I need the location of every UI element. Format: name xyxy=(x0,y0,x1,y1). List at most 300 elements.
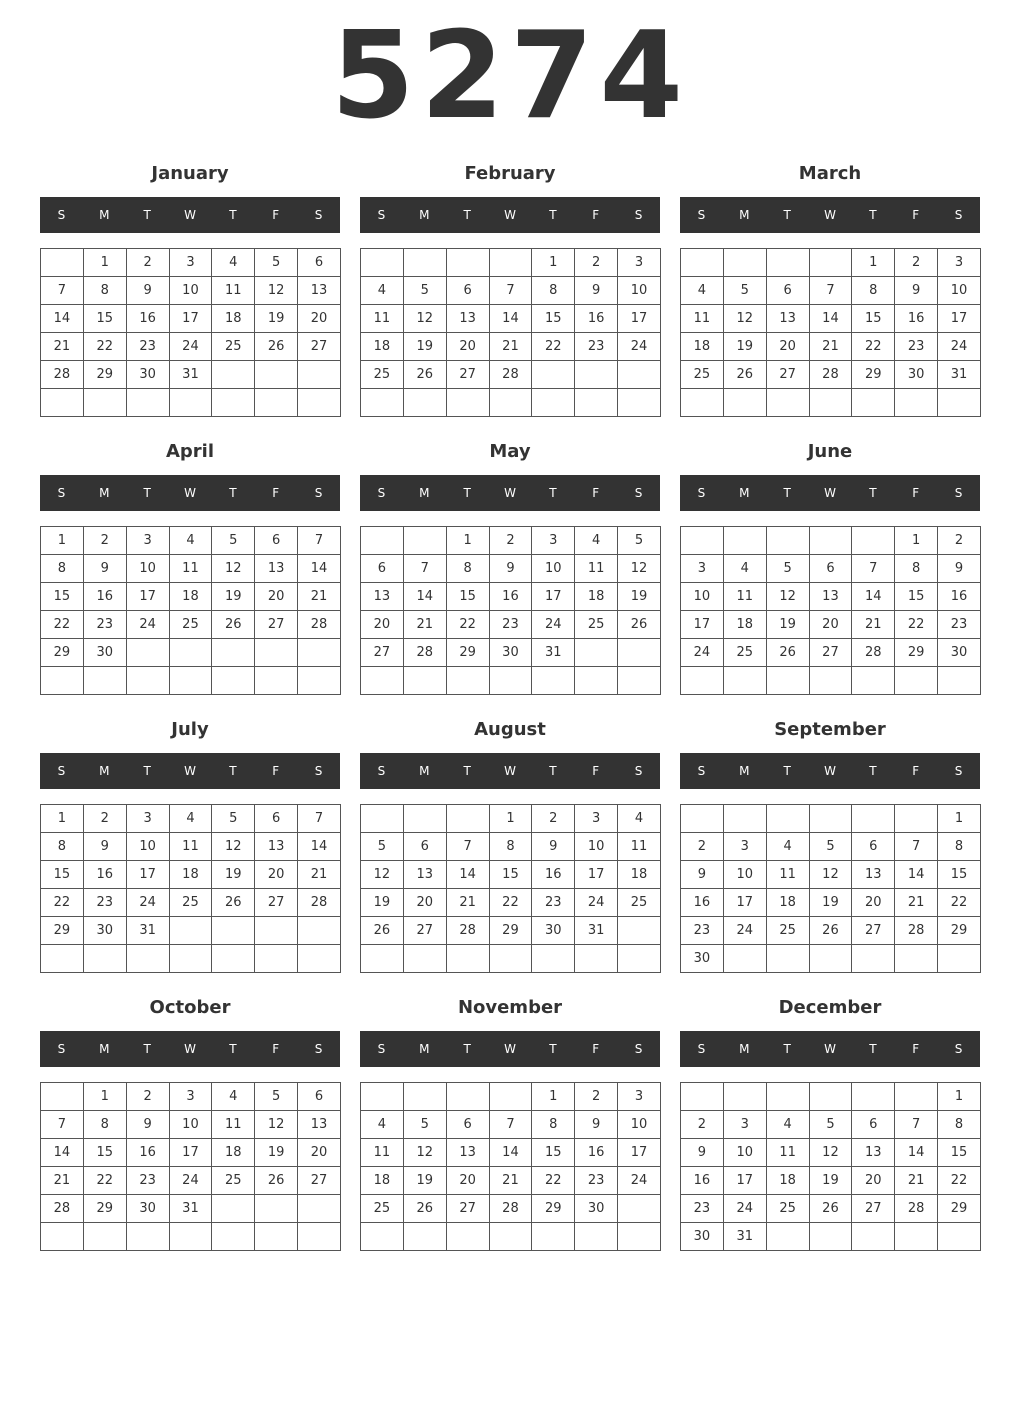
day-cell: 14 xyxy=(298,555,341,583)
day-cell: 11 xyxy=(766,861,809,889)
week-row xyxy=(681,805,981,833)
day-cell: 28 xyxy=(298,611,341,639)
weekday-label: T xyxy=(869,486,877,500)
day-cell: 12 xyxy=(403,1139,446,1167)
day-cell: 24 xyxy=(938,333,981,361)
day-cell: 21 xyxy=(489,1167,532,1195)
day-cell: 26 xyxy=(403,361,446,389)
day-cell: 2 xyxy=(532,805,575,833)
day-cell: 18 xyxy=(766,889,809,917)
day-cell: 12 xyxy=(255,277,298,305)
weekday-label: W xyxy=(184,1042,196,1056)
empty-cell xyxy=(618,1195,661,1223)
day-cell: 28 xyxy=(41,1195,84,1223)
week-row xyxy=(681,917,981,945)
weekday-label: T xyxy=(869,208,877,222)
day-cell: 14 xyxy=(489,305,532,333)
day-cell: 14 xyxy=(809,305,852,333)
day-cell: 17 xyxy=(681,611,724,639)
day-cell: 15 xyxy=(852,305,895,333)
day-cell: 19 xyxy=(255,305,298,333)
day-cell: 21 xyxy=(852,611,895,639)
day-cell: 25 xyxy=(361,361,404,389)
week-row xyxy=(41,945,341,973)
empty-cell xyxy=(723,389,766,417)
day-cell: 6 xyxy=(255,805,298,833)
empty-cell xyxy=(298,667,341,695)
day-cell: 14 xyxy=(895,861,938,889)
weekday-label: T xyxy=(783,486,791,500)
day-cell: 30 xyxy=(895,361,938,389)
empty-cell xyxy=(41,1083,84,1111)
day-cell: 18 xyxy=(361,333,404,361)
day-cell: 8 xyxy=(532,277,575,305)
weekday-label: T xyxy=(549,486,557,500)
day-cell: 7 xyxy=(895,833,938,861)
weekday-label: S xyxy=(57,208,66,222)
empty-cell xyxy=(575,945,618,973)
day-cell: 19 xyxy=(255,1139,298,1167)
day-cell: 10 xyxy=(938,277,981,305)
day-cell: 3 xyxy=(169,1083,212,1111)
day-cell: 22 xyxy=(532,1167,575,1195)
day-cell: 6 xyxy=(298,249,341,277)
day-cell: 24 xyxy=(723,917,766,945)
day-cell: 24 xyxy=(126,611,169,639)
day-cell: 25 xyxy=(361,1195,404,1223)
week-row xyxy=(41,1111,341,1139)
weekday-label: T xyxy=(143,486,151,500)
day-cell: 30 xyxy=(575,1195,618,1223)
weekday-label: W xyxy=(504,208,516,222)
day-cell: 14 xyxy=(403,583,446,611)
empty-cell xyxy=(298,389,341,417)
week-row xyxy=(681,527,981,555)
day-cell: 23 xyxy=(575,333,618,361)
day-cell: 20 xyxy=(361,611,404,639)
weekday-header xyxy=(40,1031,340,1067)
day-cell: 13 xyxy=(255,555,298,583)
weekday-label: S xyxy=(634,208,643,222)
weekday-label: T xyxy=(783,1042,791,1056)
weekday-label: M xyxy=(739,764,750,778)
week-row xyxy=(361,667,661,695)
day-cell: 13 xyxy=(852,1139,895,1167)
empty-cell xyxy=(83,1223,126,1251)
day-cell: 26 xyxy=(809,917,852,945)
day-cell: 15 xyxy=(489,861,532,889)
day-cell: 24 xyxy=(681,639,724,667)
empty-cell xyxy=(255,1195,298,1223)
day-cell: 5 xyxy=(809,833,852,861)
day-cell: 29 xyxy=(41,917,84,945)
empty-cell xyxy=(895,805,938,833)
week-row xyxy=(681,333,981,361)
day-cell: 3 xyxy=(126,805,169,833)
weekday-label: T xyxy=(869,764,877,778)
day-cell: 13 xyxy=(255,833,298,861)
day-cell: 13 xyxy=(446,305,489,333)
day-cell: 5 xyxy=(809,1111,852,1139)
day-cell: 25 xyxy=(723,639,766,667)
day-cell: 30 xyxy=(489,639,532,667)
day-cell: 19 xyxy=(403,1167,446,1195)
week-row xyxy=(361,583,661,611)
day-cell: 9 xyxy=(126,277,169,305)
week-row xyxy=(41,389,341,417)
day-cell: 7 xyxy=(446,833,489,861)
empty-cell xyxy=(361,389,404,417)
day-cell: 2 xyxy=(489,527,532,555)
day-cell: 1 xyxy=(489,805,532,833)
day-cell: 20 xyxy=(403,889,446,917)
day-cell: 25 xyxy=(766,917,809,945)
day-cell: 12 xyxy=(723,305,766,333)
day-cell: 6 xyxy=(361,555,404,583)
day-cell: 19 xyxy=(809,889,852,917)
day-cell: 9 xyxy=(895,277,938,305)
day-cell: 11 xyxy=(723,583,766,611)
day-cell: 11 xyxy=(361,1139,404,1167)
day-cell: 8 xyxy=(895,555,938,583)
day-cell: 2 xyxy=(126,249,169,277)
day-cell: 19 xyxy=(723,333,766,361)
day-cell: 20 xyxy=(446,333,489,361)
empty-cell xyxy=(575,361,618,389)
weekday-label: S xyxy=(697,208,706,222)
day-cell: 10 xyxy=(169,277,212,305)
day-cell: 24 xyxy=(618,1167,661,1195)
empty-cell xyxy=(723,945,766,973)
empty-cell xyxy=(575,667,618,695)
day-cell: 8 xyxy=(83,1111,126,1139)
week-row xyxy=(681,611,981,639)
week-row xyxy=(361,1223,661,1251)
week-row xyxy=(361,945,661,973)
day-cell: 5 xyxy=(255,249,298,277)
empty-cell xyxy=(852,389,895,417)
weekday-label: F xyxy=(912,486,920,500)
empty-cell xyxy=(766,527,809,555)
day-cell: 15 xyxy=(532,1139,575,1167)
month-name: May xyxy=(489,441,531,462)
weekday-label: T xyxy=(229,764,237,778)
day-cell: 21 xyxy=(446,889,489,917)
day-cell: 10 xyxy=(723,1139,766,1167)
weekday-label: S xyxy=(954,764,963,778)
weekday-label: F xyxy=(912,764,920,778)
day-cell: 10 xyxy=(723,861,766,889)
day-cell: 9 xyxy=(126,1111,169,1139)
day-cell: 8 xyxy=(852,277,895,305)
empty-cell xyxy=(255,1223,298,1251)
empty-cell xyxy=(212,917,255,945)
week-row xyxy=(681,555,981,583)
weekday-header xyxy=(360,1031,660,1067)
day-cell: 19 xyxy=(766,611,809,639)
weekday-label: F xyxy=(272,208,280,222)
month-name: December xyxy=(778,997,882,1018)
weekday-label: M xyxy=(739,208,750,222)
day-cell: 5 xyxy=(403,1111,446,1139)
day-cell: 11 xyxy=(169,833,212,861)
day-cell: 20 xyxy=(255,861,298,889)
empty-cell xyxy=(361,667,404,695)
day-cell: 8 xyxy=(489,833,532,861)
day-grid xyxy=(360,526,661,695)
week-row xyxy=(361,361,661,389)
weekday-label: M xyxy=(99,764,110,778)
day-cell: 1 xyxy=(83,249,126,277)
day-cell: 6 xyxy=(809,555,852,583)
empty-cell xyxy=(852,945,895,973)
day-cell: 6 xyxy=(766,277,809,305)
weekday-label: S xyxy=(697,764,706,778)
day-cell: 1 xyxy=(895,527,938,555)
day-cell: 20 xyxy=(852,889,895,917)
weekday-label: S xyxy=(314,764,323,778)
day-cell: 7 xyxy=(41,277,84,305)
day-cell: 4 xyxy=(212,249,255,277)
weekday-label: M xyxy=(99,486,110,500)
day-cell: 21 xyxy=(41,1167,84,1195)
week-row xyxy=(41,527,341,555)
empty-cell xyxy=(446,805,489,833)
day-cell: 27 xyxy=(809,639,852,667)
day-cell: 29 xyxy=(489,917,532,945)
day-cell: 25 xyxy=(618,889,661,917)
weekday-label: M xyxy=(419,764,430,778)
empty-cell xyxy=(41,1223,84,1251)
day-cell: 22 xyxy=(895,611,938,639)
week-row xyxy=(681,361,981,389)
weekday-label: T xyxy=(549,764,557,778)
empty-cell xyxy=(723,1083,766,1111)
weekday-label: T xyxy=(549,208,557,222)
day-cell: 31 xyxy=(169,361,212,389)
empty-cell xyxy=(403,1083,446,1111)
empty-cell xyxy=(403,945,446,973)
day-cell: 15 xyxy=(41,583,84,611)
empty-cell xyxy=(126,945,169,973)
day-cell: 22 xyxy=(83,333,126,361)
day-cell: 11 xyxy=(212,1111,255,1139)
day-cell: 5 xyxy=(618,527,661,555)
empty-cell xyxy=(255,361,298,389)
empty-cell xyxy=(681,389,724,417)
weekday-label: S xyxy=(634,486,643,500)
day-cell: 12 xyxy=(809,861,852,889)
weekday-label: T xyxy=(463,208,471,222)
week-row xyxy=(41,1083,341,1111)
day-cell: 6 xyxy=(255,527,298,555)
empty-cell xyxy=(532,1223,575,1251)
weekday-label: T xyxy=(463,486,471,500)
day-cell: 12 xyxy=(212,555,255,583)
weekday-header xyxy=(680,475,980,511)
empty-cell xyxy=(446,667,489,695)
day-cell: 26 xyxy=(255,333,298,361)
day-cell: 15 xyxy=(446,583,489,611)
day-cell: 22 xyxy=(83,1167,126,1195)
day-cell: 2 xyxy=(575,249,618,277)
day-cell: 14 xyxy=(852,583,895,611)
week-row xyxy=(361,1139,661,1167)
empty-cell xyxy=(403,389,446,417)
day-cell: 11 xyxy=(575,555,618,583)
empty-cell xyxy=(489,945,532,973)
day-cell: 28 xyxy=(403,639,446,667)
weekday-label: T xyxy=(783,208,791,222)
day-cell: 12 xyxy=(361,861,404,889)
empty-cell xyxy=(895,667,938,695)
day-cell: 30 xyxy=(83,639,126,667)
weekday-label: F xyxy=(272,486,280,500)
day-cell: 2 xyxy=(126,1083,169,1111)
week-row xyxy=(41,833,341,861)
weekday-header xyxy=(360,753,660,789)
month-name: January xyxy=(151,163,229,184)
empty-cell xyxy=(489,1223,532,1251)
empty-cell xyxy=(83,945,126,973)
weekday-label: F xyxy=(912,208,920,222)
empty-cell xyxy=(169,667,212,695)
empty-cell xyxy=(41,389,84,417)
empty-cell xyxy=(361,1083,404,1111)
day-cell: 23 xyxy=(575,1167,618,1195)
empty-cell xyxy=(212,361,255,389)
weekday-label: S xyxy=(377,764,386,778)
empty-cell xyxy=(938,945,981,973)
day-cell: 22 xyxy=(41,611,84,639)
day-cell: 18 xyxy=(212,305,255,333)
weekday-label: S xyxy=(954,208,963,222)
empty-cell xyxy=(212,667,255,695)
week-row xyxy=(41,611,341,639)
week-row xyxy=(681,1083,981,1111)
empty-cell xyxy=(361,527,404,555)
day-cell: 22 xyxy=(41,889,84,917)
day-cell: 8 xyxy=(938,833,981,861)
empty-cell xyxy=(852,667,895,695)
day-cell: 27 xyxy=(298,333,341,361)
empty-cell xyxy=(618,639,661,667)
empty-cell xyxy=(41,945,84,973)
empty-cell xyxy=(532,945,575,973)
empty-cell xyxy=(446,389,489,417)
day-cell: 2 xyxy=(938,527,981,555)
empty-cell xyxy=(852,1083,895,1111)
weekday-label: W xyxy=(504,764,516,778)
day-cell: 23 xyxy=(895,333,938,361)
day-cell: 16 xyxy=(489,583,532,611)
day-cell: 28 xyxy=(446,917,489,945)
day-cell: 16 xyxy=(681,889,724,917)
day-cell: 16 xyxy=(83,583,126,611)
empty-cell xyxy=(809,1223,852,1251)
weekday-label: F xyxy=(272,764,280,778)
weekday-label: F xyxy=(592,486,600,500)
weekday-label: T xyxy=(143,764,151,778)
weekday-label: W xyxy=(824,764,836,778)
weekday-label: F xyxy=(592,764,600,778)
empty-cell xyxy=(255,667,298,695)
week-row xyxy=(361,1195,661,1223)
day-cell: 16 xyxy=(681,1167,724,1195)
day-cell: 13 xyxy=(446,1139,489,1167)
day-cell: 4 xyxy=(361,277,404,305)
day-cell: 29 xyxy=(446,639,489,667)
empty-cell xyxy=(532,667,575,695)
day-cell: 28 xyxy=(895,1195,938,1223)
day-cell: 28 xyxy=(489,1195,532,1223)
day-cell: 3 xyxy=(681,555,724,583)
day-cell: 19 xyxy=(618,583,661,611)
day-cell: 15 xyxy=(83,305,126,333)
day-cell: 18 xyxy=(681,333,724,361)
empty-cell xyxy=(938,667,981,695)
empty-cell xyxy=(809,389,852,417)
week-row xyxy=(361,805,661,833)
day-cell: 29 xyxy=(938,917,981,945)
weekday-label: T xyxy=(869,1042,877,1056)
weekday-header xyxy=(680,753,980,789)
empty-cell xyxy=(361,249,404,277)
day-cell: 25 xyxy=(575,611,618,639)
day-cell: 9 xyxy=(83,555,126,583)
empty-cell xyxy=(618,389,661,417)
empty-cell xyxy=(809,1083,852,1111)
day-cell: 5 xyxy=(766,555,809,583)
weekday-label: T xyxy=(229,486,237,500)
empty-cell xyxy=(403,527,446,555)
day-cell: 18 xyxy=(361,1167,404,1195)
day-cell: 11 xyxy=(766,1139,809,1167)
day-cell: 19 xyxy=(361,889,404,917)
empty-cell xyxy=(532,389,575,417)
day-cell: 23 xyxy=(489,611,532,639)
day-cell: 16 xyxy=(126,305,169,333)
day-cell: 28 xyxy=(489,361,532,389)
week-row xyxy=(361,277,661,305)
day-cell: 4 xyxy=(169,527,212,555)
day-cell: 22 xyxy=(532,333,575,361)
day-cell: 9 xyxy=(681,861,724,889)
empty-cell xyxy=(766,249,809,277)
day-cell: 15 xyxy=(532,305,575,333)
day-cell: 21 xyxy=(403,611,446,639)
week-row xyxy=(41,889,341,917)
empty-cell xyxy=(255,389,298,417)
day-cell: 10 xyxy=(169,1111,212,1139)
weekday-label: S xyxy=(634,1042,643,1056)
day-cell: 3 xyxy=(618,249,661,277)
day-cell: 29 xyxy=(852,361,895,389)
day-cell: 26 xyxy=(255,1167,298,1195)
day-grid xyxy=(360,248,661,417)
day-cell: 30 xyxy=(938,639,981,667)
day-cell: 27 xyxy=(298,1167,341,1195)
empty-cell xyxy=(361,945,404,973)
empty-cell xyxy=(766,1083,809,1111)
weekday-header xyxy=(360,475,660,511)
day-cell: 12 xyxy=(809,1139,852,1167)
day-cell: 1 xyxy=(852,249,895,277)
week-row xyxy=(681,1139,981,1167)
day-cell: 27 xyxy=(255,611,298,639)
weekday-label: S xyxy=(57,1042,66,1056)
day-cell: 31 xyxy=(126,917,169,945)
